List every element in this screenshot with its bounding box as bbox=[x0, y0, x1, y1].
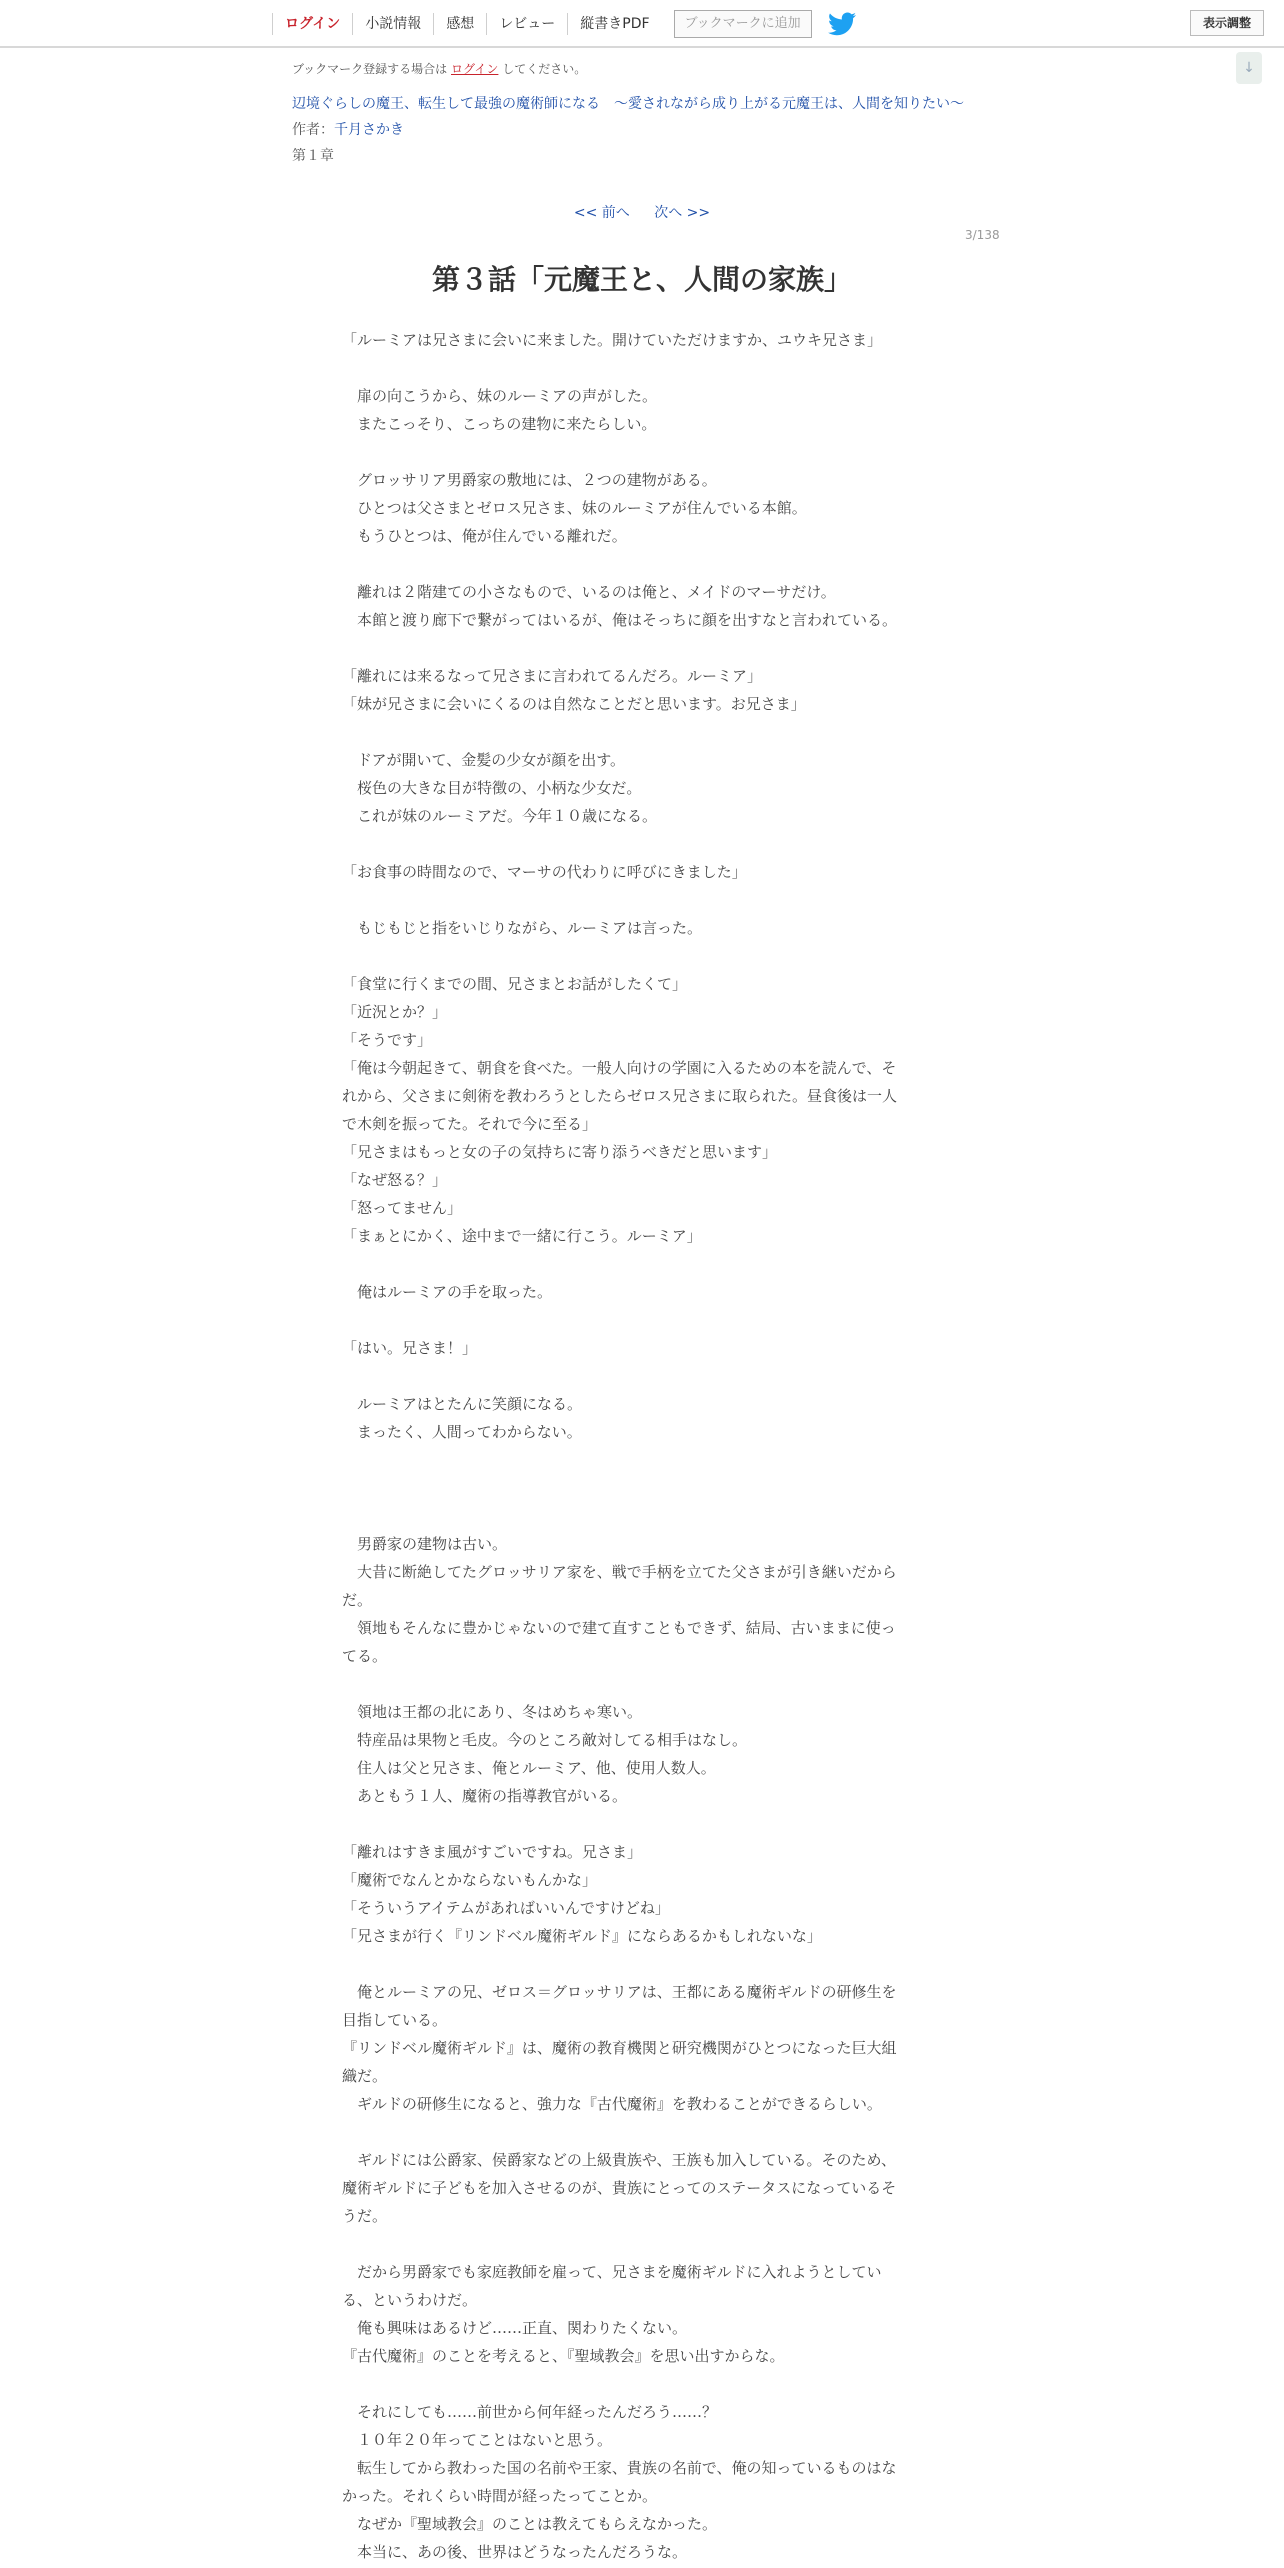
body-line: １０年２０年ってことはないと思う。 bbox=[342, 2431, 613, 2449]
body-line: これが妹のルーミアだ。今年１０歳になる。 bbox=[342, 807, 658, 825]
body-line bbox=[342, 718, 942, 746]
body-line bbox=[342, 830, 942, 858]
body-line: 転生してから教わった国の名前や王家、貴族の名前で、俺の知っているものはな bbox=[342, 2459, 897, 2477]
body-line bbox=[342, 1446, 942, 1474]
body-line: 男爵家の建物は古い。 bbox=[342, 1535, 508, 1553]
author-label: 作者： bbox=[292, 122, 334, 138]
body-line: 本当に、あの後、世界はどうなったんだろうな。 bbox=[342, 2543, 688, 2561]
body-line: 住人は父と兄さま、俺とルーミア、他、使用人数人。 bbox=[342, 1759, 716, 1777]
body-line: 織だ。 bbox=[342, 2067, 388, 2085]
body-line bbox=[342, 1950, 942, 1978]
body-line: 大昔に断絶してたグロッサリア家を、戦で手柄を立てた父さまが引き継いだから bbox=[342, 1563, 897, 1581]
review-link[interactable]: レビュー bbox=[486, 13, 567, 35]
twitter-icon[interactable] bbox=[828, 12, 856, 36]
chapter-label: 第１章 bbox=[292, 148, 334, 164]
body-line: 「兄さまが行く『リンドベル魔術ギルド』にならあるかもしれないな」 bbox=[342, 1927, 822, 1945]
body-line: ルーミアはとたんに笑顔になる。 bbox=[342, 1395, 583, 1413]
bookmark-note-suffix: してください。 bbox=[502, 62, 587, 76]
body-line: てる。 bbox=[342, 1647, 388, 1665]
body-line: 「なぜ怒る？」 bbox=[342, 1171, 448, 1189]
login-link[interactable]: ログイン bbox=[272, 13, 352, 35]
body-line: かった。それくらい時間が経ったってことか。 bbox=[342, 2487, 658, 2505]
body-line: ギルドの研修生になると、強力な『古代魔術』を教わることができるらしい。 bbox=[342, 2095, 882, 2113]
body-line bbox=[342, 1670, 942, 1698]
body-line: だから男爵家でも家庭教師を雇って、兄さまを魔術ギルドに入れようとしてい bbox=[342, 2263, 882, 2281]
bookmark-note-prefix: ブックマーク登録する場合は bbox=[292, 62, 448, 76]
body-line: 「まぁとにかく、途中まで一緒に行こう。ルーミア」 bbox=[342, 1227, 702, 1245]
body-line: 俺も興味はあるけど……正直、関わりたくない。 bbox=[342, 2319, 688, 2337]
body-line bbox=[342, 1502, 942, 1530]
author-name-link[interactable]: 千月さかき bbox=[334, 122, 404, 138]
body-line: 領地もそんなに豊かじゃないので建て直すこともできず、結局、古いままに使っ bbox=[342, 1619, 896, 1637]
body-line: 「食堂に行くまでの間、兄さまとお話がしたくて」 bbox=[342, 975, 688, 993]
novel-body-text bbox=[342, 326, 942, 2566]
body-line: なぜか『聖域教会』のことは教えてもらえなかった。 bbox=[342, 2515, 718, 2533]
body-line: ギルドには公爵家、侯爵家などの上級貴族や、王族も加入している。そのため、 bbox=[342, 2151, 896, 2169]
body-line: で木剣を振ってた。それで今に至る」 bbox=[342, 1115, 598, 1133]
body-line bbox=[342, 1250, 942, 1278]
body-line: 扉の向こうから、妹のルーミアの声がした。 bbox=[342, 387, 658, 405]
body-line: 桜色の大きな目が特徴の、小柄な少女だ。 bbox=[342, 779, 642, 797]
body-line: 「はい。兄さま！」 bbox=[342, 1339, 478, 1357]
body-line: 特産品は果物と毛皮。今のところ敵対してる相手はなし。 bbox=[342, 1731, 748, 1749]
prev-episode-link[interactable]: << 前へ bbox=[573, 205, 630, 221]
body-line bbox=[342, 1810, 942, 1838]
body-line: 離れは２階建ての小さなもので、いるのは俺と、メイドのマーサだけ。 bbox=[342, 583, 836, 601]
body-line bbox=[342, 942, 942, 970]
body-line: 魔術ギルドに子どもを加入させるのが、貴族にとってのステータスになっているそ bbox=[342, 2179, 897, 2197]
body-line: もじもじと指をいじりながら、ルーミアは言った。 bbox=[342, 919, 703, 937]
novel-info-link[interactable]: 小説情報 bbox=[352, 13, 433, 35]
novel-title-link[interactable]: 辺境ぐらしの魔王、転生して最強の魔術師になる 〜愛されながら成り上がる元魔王は、人間を知りたい〜 bbox=[292, 96, 964, 112]
body-line: うだ。 bbox=[342, 2207, 388, 2225]
body-line: 「そういうアイテムがあればいいんですけどね」 bbox=[342, 1899, 670, 1917]
scroll-down-button[interactable]: ↓ bbox=[1236, 52, 1262, 84]
body-line bbox=[342, 2370, 942, 2398]
vertical-pdf-link[interactable]: 縦書きPDF bbox=[567, 13, 661, 35]
episode-title: 第３話「元魔王と、人間の家族」 bbox=[431, 263, 852, 296]
bookmark-add-button[interactable]: ブックマークに追加 bbox=[674, 10, 812, 38]
body-line: 「お食事の時間なので、マーサの代わりに呼びにきました」 bbox=[342, 863, 747, 881]
body-line bbox=[342, 354, 942, 382]
episode-pager bbox=[0, 202, 1284, 222]
body-line: それにしても……前世から何年経ったんだろう……？ bbox=[342, 2403, 718, 2421]
body-line: グロッサリア男爵家の敷地には、２つの建物がある。 bbox=[342, 471, 717, 489]
body-line bbox=[342, 1362, 942, 1390]
body-line: 目指している。 bbox=[342, 2011, 448, 2029]
body-line bbox=[342, 550, 942, 578]
body-line: またこっそり、こっちの建物に来たらしい。 bbox=[342, 415, 657, 433]
body-line bbox=[342, 2230, 942, 2258]
twitter-bird-icon bbox=[828, 12, 856, 36]
next-episode-link[interactable]: 次へ >> bbox=[654, 205, 711, 221]
top-navigation-bar bbox=[0, 0, 1284, 48]
body-line: 「ルーミアは兄さまに会いに来ました。開けていただけますか、ユウキ兄さま」 bbox=[342, 331, 883, 349]
body-line bbox=[342, 2118, 942, 2146]
body-line: 「近況とか？」 bbox=[342, 1003, 448, 1021]
body-line: もうひとつは、俺が住んでいる離れだ。 bbox=[342, 527, 627, 545]
body-line: 「離れはすきま風がすごいですね。兄さま」 bbox=[342, 1843, 643, 1861]
bookmark-login-note bbox=[292, 60, 1012, 77]
novel-header bbox=[292, 60, 1012, 165]
body-line: 領地は王都の北にあり、冬はめちゃ寒い。 bbox=[342, 1703, 643, 1721]
body-line: れから、父さまに剣術を教わろうとしたらゼロス兄さまに取られた。昼食後は一人 bbox=[342, 1087, 898, 1105]
body-line: 「兄さまはもっと女の子の気持ちに寄り添うべきだと思います」 bbox=[342, 1143, 778, 1161]
body-line: る、というわけだ。 bbox=[342, 2291, 478, 2309]
bookmark-login-link[interactable]: ログイン bbox=[451, 62, 499, 76]
body-line: 「俺は今朝起きて、朝食を食べた。一般人向けの学園に入るための本を読んで、そ bbox=[342, 1059, 897, 1077]
body-line bbox=[342, 1474, 942, 1502]
display-settings-button[interactable]: 表示調整 bbox=[1190, 10, 1264, 36]
body-line: あともう１人、魔術の指導教官がいる。 bbox=[342, 1787, 628, 1805]
nav-menu bbox=[272, 8, 856, 40]
author-line bbox=[292, 119, 1012, 139]
body-line: 「妹が兄さまに会いにくるのは自然なことだと思います。お兄さま」 bbox=[342, 695, 806, 713]
body-line: 『リンドベル魔術ギルド』は、魔術の教育機関と研究機関がひとつになった巨大組 bbox=[342, 2039, 897, 2057]
body-line: 本館と渡り廊下で繋がってはいるが、俺はそっちに顔を出すなと言われている。 bbox=[342, 611, 898, 629]
body-line bbox=[342, 438, 942, 466]
body-line bbox=[342, 1306, 942, 1334]
body-line: だ。 bbox=[342, 1591, 373, 1609]
body-line bbox=[342, 886, 942, 914]
body-line: ひとつは父さまとゼロス兄さま、妹のルーミアが住んでいる本館。 bbox=[342, 499, 807, 517]
body-line: 「魔術でなんとかならないもんかな」 bbox=[342, 1871, 598, 1889]
body-line bbox=[342, 634, 942, 662]
body-line: 「離れには来るなって兄さまに言われてるんだろ。ルーミア」 bbox=[342, 667, 763, 685]
body-line: まったく、人間ってわからない。 bbox=[342, 1423, 582, 1441]
episode-count: 3/138 bbox=[965, 228, 1000, 242]
impressions-link[interactable]: 感想 bbox=[433, 13, 486, 35]
body-line: 俺はルーミアの手を取った。 bbox=[342, 1283, 553, 1301]
body-line: 『古代魔術』のことを考えると、『聖域教会』を思い出すからな。 bbox=[342, 2347, 785, 2365]
body-line: ドアが開いて、金髪の少女が顔を出す。 bbox=[342, 751, 626, 769]
body-line: 「そうです」 bbox=[342, 1031, 433, 1049]
body-line: 「怒ってません」 bbox=[342, 1199, 463, 1217]
body-line: 俺とルーミアの兄、ゼロス＝グロッサリアは、王都にある魔術ギルドの研修生を bbox=[342, 1983, 897, 2001]
